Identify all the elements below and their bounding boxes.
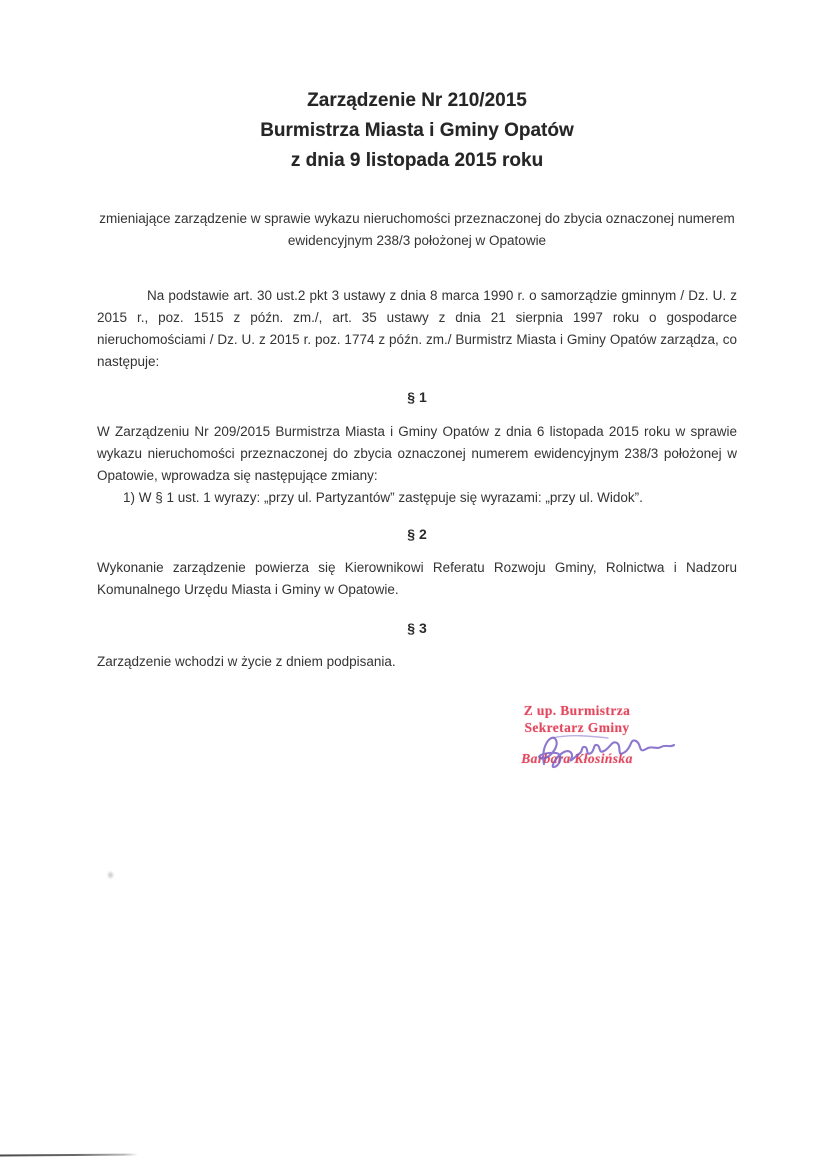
stamp-line-1: Z up. Burmistrza <box>523 703 631 718</box>
title-line-3: z dnia 9 listopada 2015 roku <box>290 150 544 171</box>
title-line-1: Zarządzenie Nr 210/2015 <box>307 90 527 111</box>
scan-artifact-speck <box>108 872 113 878</box>
section-1-heading: § 1 <box>407 389 427 405</box>
section-2-body: Wykonanie zarządzenie powierza się Kierownikowi Referatu Rozwoju Gminy, Rolnictwa i Nadzoru Komunalnego Urzędu Miasta i Gminy w Opatowie. <box>97 560 737 597</box>
scan-artifact-line <box>0 1154 138 1157</box>
section-2-heading: § 2 <box>407 526 427 542</box>
document-content <box>97 0 737 673</box>
section-1-body: W Zarządzeniu Nr 209/2015 Burmistrza Miasta i Gminy Opatów z dnia 6 listopada 2015 roku w sprawie wykazu nieruchomości przeznaczonej do zbycia oznaczonej numerem ewidencyjnym 238/3 położonej w Opatowie, wprowadza się następujące zmiany: <box>97 424 737 483</box>
intro-paragraph: Na podstawie art. 30 ust.2 pkt 3 ustawy z dnia 8 marca 1990 r. o samorządzie gminnym / Dz. U. z 2015 r., poz. 1515 z późn. zm./, art. 35 ustawy z dnia 21 sierpnia 1997 roku o gospodarce nieruchomościami / Dz. U. z 2015 r. poz. 1774 z późn. zm./ Burmistrz Miasta i Gminy Opatów zarządza, co następuje: <box>97 288 737 369</box>
section-3-heading: § 3 <box>407 620 427 636</box>
section-1-item: 1) W § 1 ust. 1 wyrazy: „przy ul. Partyzantów” zastępuje się wyrazami: „przy ul. Widok”. <box>123 490 643 505</box>
signature-stamp <box>488 702 666 767</box>
title-line-2: Burmistrza Miasta i Gminy Opatów <box>260 120 574 141</box>
handwritten-signature <box>530 726 680 774</box>
document-title <box>97 86 737 176</box>
stamp-signer-name: Barbara Kłosińska <box>521 751 633 766</box>
document-subtitle: zmieniające zarządzenie w sprawie wykazu nieruchomości przeznaczonej do zbycia oznaczonej numerem ewidencyjnym 238/3 położonej w Opatowie <box>99 211 735 248</box>
stamp-line-2: Sekretarz Gminy <box>524 720 630 735</box>
section-3-body: Zarządzenie wchodzi w życie z dniem podpisania. <box>97 654 396 669</box>
